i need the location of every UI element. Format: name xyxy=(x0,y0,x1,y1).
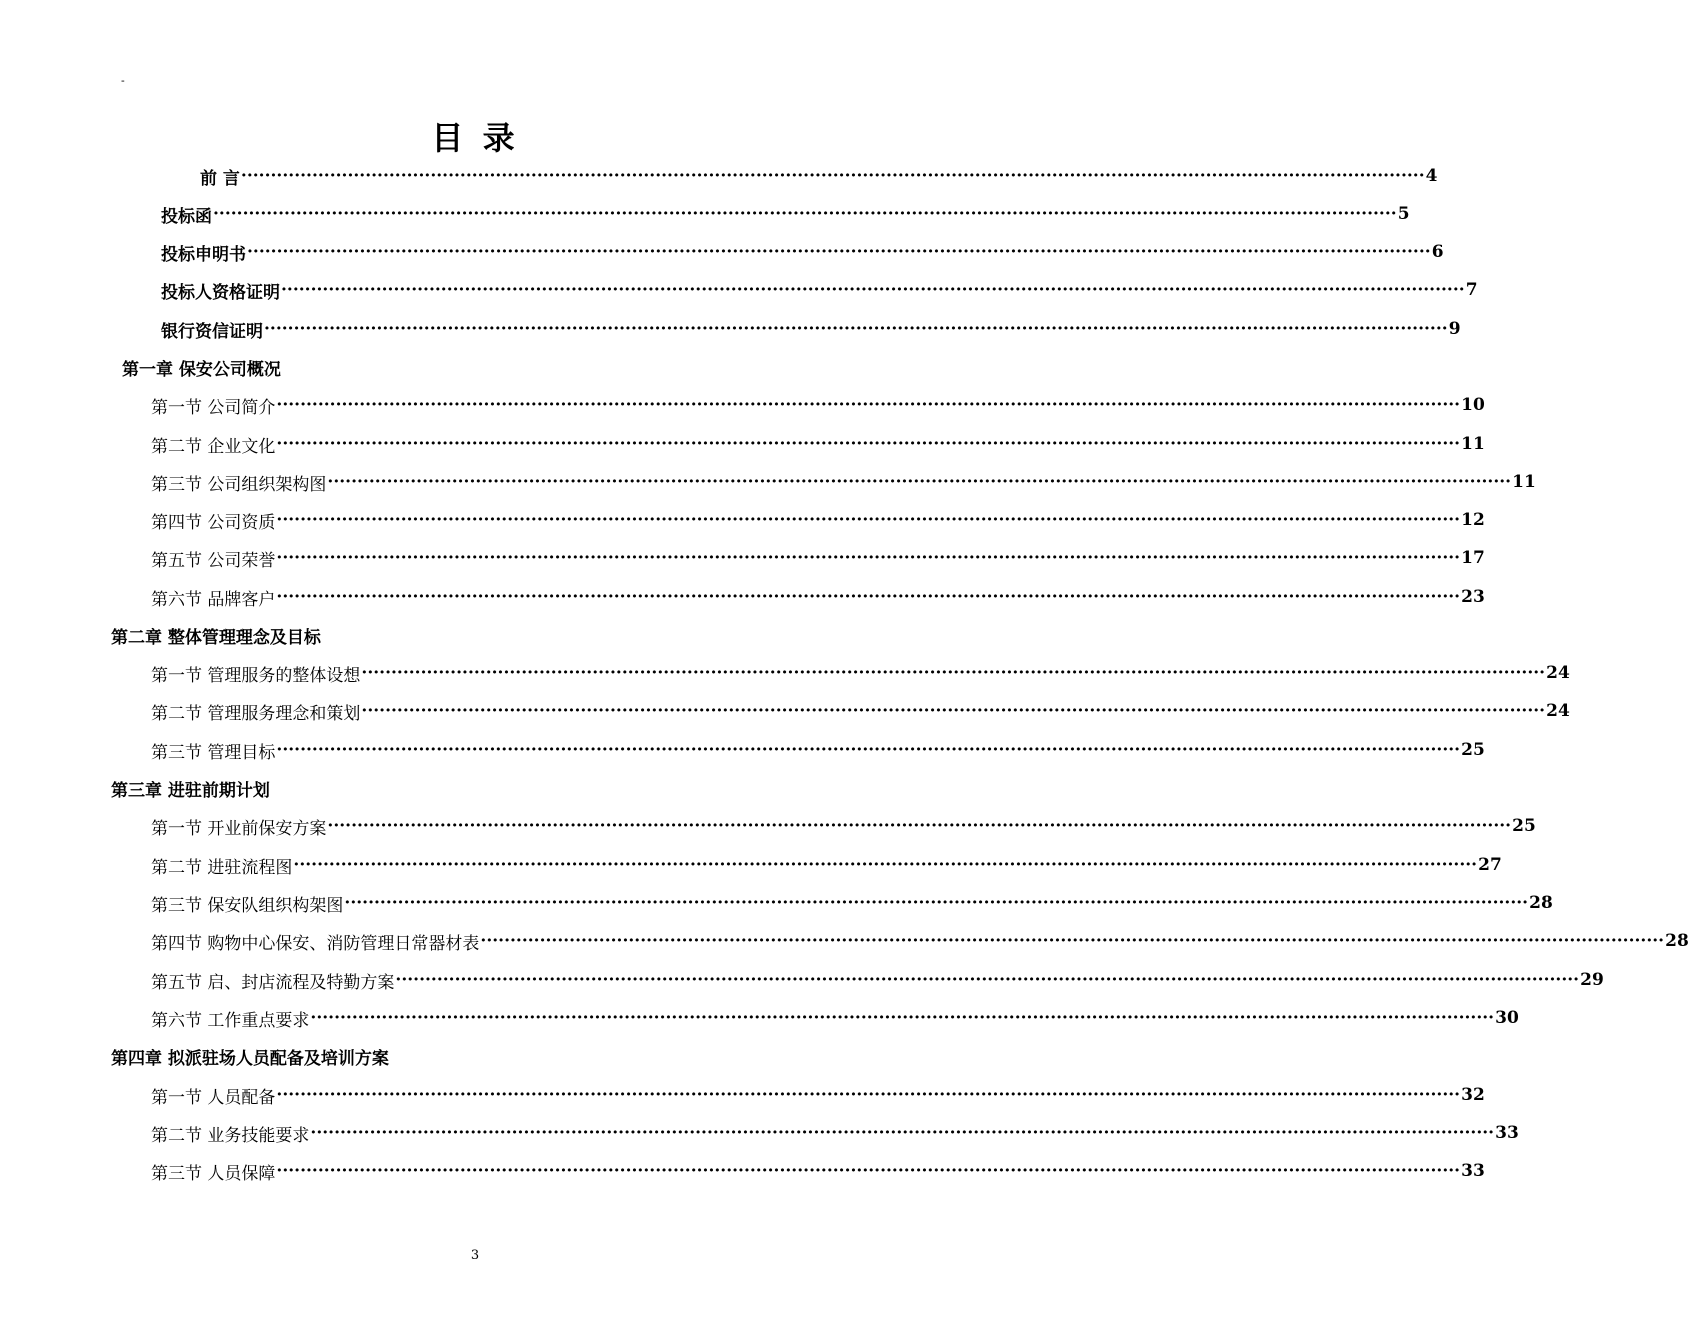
toc-entry-label: 投标函 xyxy=(161,206,212,227)
dot-leader: ········································································································································································································ xyxy=(310,1008,1495,1028)
dot-leader: ········································································································································································································ xyxy=(276,740,1461,760)
toc-entry-label: 投标申明书 xyxy=(161,244,246,265)
dot-leader: ········································································································································································································ xyxy=(247,242,1431,262)
toc-entry-label: 第六节 品牌客户 xyxy=(151,589,276,610)
toc-entry-page: 24 xyxy=(1546,663,1570,683)
dot-leader: ········································································································································································································ xyxy=(276,548,1461,568)
toc-entry-label: 第四节 购物中心保安、消防管理日常器材表 xyxy=(151,933,480,954)
toc-entry[interactable] xyxy=(151,731,1485,769)
toc-entry[interactable] xyxy=(151,961,1604,999)
toc-entry-label: 第二节 管理服务理念和策划 xyxy=(151,703,361,724)
toc-entry-page: 33 xyxy=(1461,1161,1485,1181)
toc-entry-page: 30 xyxy=(1495,1008,1519,1028)
toc-entry-label: 第三节 人员保障 xyxy=(151,1163,276,1184)
toc-entry-label: 前 言 xyxy=(200,168,240,189)
toc-entry-page: 17 xyxy=(1461,548,1485,568)
toc-entry-page: 28 xyxy=(1529,893,1553,913)
toc-entry[interactable] xyxy=(161,195,1410,233)
toc-entry-page: 11 xyxy=(1512,472,1536,492)
dot-leader: ········································································································································································································ xyxy=(310,1123,1495,1143)
toc-entry[interactable] xyxy=(151,1152,1485,1190)
dot-leader: ········································································································································································································ xyxy=(327,816,1512,836)
toc-entry-page: 32 xyxy=(1461,1085,1485,1105)
toc-entry-page: 6 xyxy=(1431,242,1444,262)
toc-entry[interactable] xyxy=(151,1114,1519,1152)
toc-entry[interactable] xyxy=(151,578,1485,616)
toc-entry-label: 第四节 公司资质 xyxy=(151,512,276,533)
toc-entry-page: 7 xyxy=(1465,280,1478,300)
dot-leader: ········································································································································································································ xyxy=(276,587,1461,607)
toc-entry-page: 25 xyxy=(1512,816,1536,836)
toc-entry[interactable] xyxy=(151,692,1570,730)
toc-entry[interactable] xyxy=(151,386,1485,424)
dot-leader: ········································································································································································································ xyxy=(344,893,1529,913)
toc-entry-label: 第六节 工作重点要求 xyxy=(151,1010,310,1031)
chapter-heading[interactable]: 第一章 保安公司概况 xyxy=(122,359,281,380)
toc-entry-label: 第五节 启、封店流程及特勤方案 xyxy=(151,972,395,993)
toc-entry[interactable] xyxy=(151,654,1570,692)
toc-entry-page: 24 xyxy=(1546,701,1570,721)
dot-leader: ········································································································································································································ xyxy=(480,931,1665,951)
toc-entry-label: 第三节 保安队组织构架图 xyxy=(151,895,344,916)
toc-entry-label: 投标人资格证明 xyxy=(161,282,280,303)
toc-entry-label: 第一节 公司简介 xyxy=(151,397,276,418)
toc-entry-page: 29 xyxy=(1580,970,1604,990)
toc-entry-label: 第一节 开业前保安方案 xyxy=(151,818,327,839)
dot-leader: ········································································································································································································ xyxy=(276,434,1461,454)
toc-entry[interactable] xyxy=(151,846,1502,884)
dot-leader: ········································································································································································································ xyxy=(264,319,1448,339)
toc-entry[interactable] xyxy=(151,884,1553,922)
toc-entry-page: 33 xyxy=(1495,1123,1519,1143)
toc-entry[interactable] xyxy=(151,463,1536,501)
toc-entry-label: 银行资信证明 xyxy=(161,321,263,342)
toc-entry-page: 23 xyxy=(1461,587,1485,607)
toc-entry-label: 第二节 业务技能要求 xyxy=(151,1125,310,1146)
toc-entry[interactable] xyxy=(151,501,1485,539)
toc-entry-label: 第一节 管理服务的整体设想 xyxy=(151,665,361,686)
toc-entry[interactable] xyxy=(151,539,1485,577)
toc-entry-label: 第五节 公司荣誉 xyxy=(151,550,276,571)
toc-entry[interactable] xyxy=(161,271,1478,309)
page-title: 目 录 xyxy=(431,119,519,157)
toc-entry-page: 10 xyxy=(1461,395,1485,415)
chapter-heading[interactable]: 第四章 拟派驻场人员配备及培训方案 xyxy=(111,1048,389,1069)
toc-entry[interactable] xyxy=(151,922,1689,960)
toc-entry-label: 第三节 公司组织架构图 xyxy=(151,474,327,495)
toc-entry-page: 9 xyxy=(1448,319,1461,339)
toc-entry-page: 28 xyxy=(1665,931,1689,951)
toc-entry-page: 12 xyxy=(1461,510,1485,530)
toc-entry-page: 27 xyxy=(1478,855,1502,875)
chapter-heading[interactable]: 第三章 进驻前期计划 xyxy=(111,780,270,801)
dot-leader: ········································································································································································································ xyxy=(293,855,1478,875)
toc-entry-label: 第一节 人员配备 xyxy=(151,1087,276,1108)
chapter-heading[interactable]: 第二章 整体管理理念及目标 xyxy=(111,627,321,648)
toc-entry[interactable] xyxy=(200,157,1438,195)
dot-leader: ········································································································································································································ xyxy=(213,204,1397,224)
page-number: 3 xyxy=(470,1248,480,1263)
toc-entry[interactable] xyxy=(151,425,1485,463)
dot-leader: ········································································································································································································ xyxy=(240,166,1425,186)
dot-leader: ········································································································································································································ xyxy=(395,970,1580,990)
toc-entry-label: 第二节 进驻流程图 xyxy=(151,857,293,878)
dot-leader: ········································································································································································································ xyxy=(361,663,1546,683)
toc-entry-page: 11 xyxy=(1461,434,1485,454)
dot-leader: ········································································································································································································ xyxy=(327,472,1512,492)
dot-leader: ········································································································································································································ xyxy=(361,701,1546,721)
dot-leader: ········································································································································································································ xyxy=(276,1161,1461,1181)
dot-leader: ········································································································································································································ xyxy=(276,395,1461,415)
dot-leader: ········································································································································································································ xyxy=(276,1085,1461,1105)
toc-entry-label: 第三节 管理目标 xyxy=(151,742,276,763)
toc-entry-page: 25 xyxy=(1461,740,1485,760)
toc-entry[interactable] xyxy=(161,233,1444,271)
toc-entry-page: 5 xyxy=(1397,204,1410,224)
toc-entry-page: 4 xyxy=(1425,166,1438,186)
toc-entry[interactable] xyxy=(151,1076,1485,1114)
dot-leader: ········································································································································································································ xyxy=(276,510,1461,530)
header-mark: - xyxy=(121,74,125,87)
toc-entry[interactable] xyxy=(151,807,1536,845)
toc-entry[interactable] xyxy=(161,310,1461,348)
toc-entry[interactable] xyxy=(151,999,1519,1037)
dot-leader: ········································································································································································································ xyxy=(281,280,1465,300)
toc-entry-label: 第二节 企业文化 xyxy=(151,436,276,457)
